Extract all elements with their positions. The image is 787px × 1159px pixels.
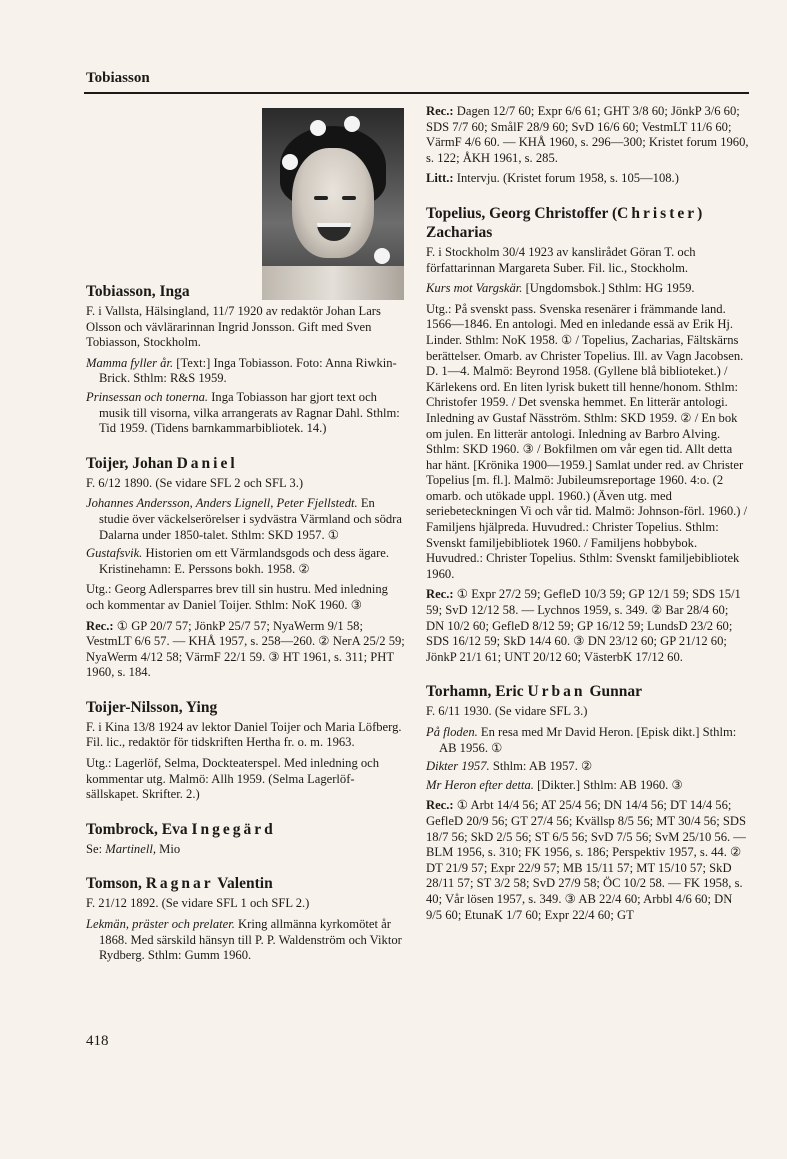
spacer — [86, 437, 406, 454]
work-title: Gustafsvik. — [86, 546, 143, 561]
entry-bio: F. i Kina 13/8 1924 av lektor Daniel Toijer och Maria Löfberg. Fil. lic., redaktör för tidskriften Hertha fr. o. m. 1963. — [86, 719, 402, 750]
work-details: En resa med Mr David Heron. [Episk dikt.] Sthlm: AB 1956. ① — [439, 725, 737, 755]
right-column — [426, 104, 749, 923]
work-details: Kring allmänna kyrkomötet år 1868. Med särskild hänsyn till P. P. Waldenström och Viktor Rydberg. Sthlm: Gumm 1960. — [99, 917, 402, 963]
work-item — [86, 390, 406, 437]
spacer — [86, 857, 406, 874]
spacer — [426, 665, 749, 682]
header-rule — [84, 92, 749, 94]
reviews-continued — [426, 104, 749, 166]
work-details: Historien om ett Värmlandsgods och dess ägare. Kristinehamn: E. Perssons bokh. 1958. ② — [99, 546, 390, 576]
entry-topelius — [426, 204, 749, 665]
entry-heading — [86, 874, 406, 893]
work-title: Lekmän, präster och prelater. — [86, 917, 235, 932]
reviews-label: Rec.: — [426, 798, 454, 813]
page-number: 418 — [86, 1033, 109, 1049]
entry-heading — [86, 820, 406, 839]
entry-bio: F. 6/11 1930. (Se vidare SFL 3.) — [426, 704, 588, 719]
entry-toijer-nilsson — [86, 698, 406, 803]
heading-part: Valentin — [213, 875, 273, 893]
entry-bio: F. 6/12 1890. (Se vidare SFL 2 och SFL 3.) — [86, 475, 304, 490]
entry-tobiasson-inga — [86, 282, 406, 437]
entry-bio: F. i Vallsta, Hälsingland, 11/7 1920 av redaktör Johan Lars Olsson och vävlärarinnan Ingrid Jonsson. Gift med Sven Tobiasson, Stockholm. — [86, 304, 381, 350]
photo-space — [86, 104, 406, 282]
see-label: Se: — [86, 841, 106, 856]
reviews-text: ① Expr 27/2 59; GefleD 10/3 59; GP 12/1 59; SDS 15/1 59; SvD 12/12 58. — Lychnos 1959, s. 349. ② Bar 28/4 60; DN 10/2 60; GefleD 8/12 59; GP 16/12 59; LundsD 23/2 60; SDS 16/12 59; SkD 14/4 60. ③ DN 23/12 60; GP 21/12 60; JönkP 21/1 61; UNT 20/12 60; VästerbK 17/12 60. — [426, 587, 741, 664]
heading-part: Tombrock, Eva — [86, 820, 192, 838]
spacer — [86, 681, 406, 698]
heading-part: Toijer, Johan — [86, 454, 177, 472]
heading-part: Torhamn, Eric — [426, 683, 528, 701]
entry-bio: F. 21/12 1892. (Se vidare SFL 1 och SFL 2.) — [86, 896, 310, 911]
entry-heading — [426, 682, 749, 701]
see-ref: Martinell, — [105, 841, 156, 856]
cross-reference — [86, 842, 406, 858]
literature — [426, 171, 749, 187]
entry-tombrock — [86, 820, 406, 858]
work-item — [86, 546, 406, 577]
reviews-label: Rec.: — [426, 587, 454, 602]
heading-spaced-name: Urban — [527, 683, 586, 701]
work-title: På floden. — [426, 725, 478, 739]
running-title: Tobiasson — [86, 70, 150, 86]
reviews — [426, 798, 749, 923]
work-item — [426, 281, 749, 297]
literature-text: Intervju. (Kristet forum 1958, s. 105—108.) — [453, 171, 679, 186]
work-details: En studie över väckelserörelser i sydvästra Värmland och södra Dalarna under 1850-talet. Sthlm: SKD 1957. ① — [99, 496, 402, 542]
entry-toijer-johan — [86, 454, 406, 681]
reviews-label: Rec.: — [86, 618, 114, 633]
entry-heading — [426, 204, 749, 242]
left-column — [86, 104, 406, 964]
reviews-text: Dagen 12/7 60; Expr 6/6 61; GHT 3/8 60; JönkP 3/6 60; SDS 7/7 60; SmålF 28/9 60; SvD 16/6 60; VestmLT 11/6 60; VärmF 4/6 60. — KHÅ 1960, s. 296—300; Kristet forum 1960, s. 122; ÅKH 1961, s. 285. — [426, 104, 749, 165]
heading-part: Topelius, Georg Christoffer ( — [426, 204, 618, 222]
work-title: Prinsessan och tonerna. — [86, 389, 209, 404]
work-item — [426, 725, 749, 756]
literature-label: Litt.: — [426, 171, 454, 186]
heading-spaced-name: Ragnar — [145, 875, 214, 893]
work-details: [Text:] Inga Tobiasson. Foto: Anna Riwkin-Brick. Sthlm: R&S 1959. — [99, 355, 397, 386]
work-item — [86, 917, 406, 964]
heading-spaced-name: Ingegärd — [191, 820, 276, 838]
entry-torhamn — [426, 682, 749, 923]
work-details: [Dikter.] Sthlm: AB 1960. ③ — [533, 777, 683, 792]
work-item — [86, 356, 406, 387]
work-details: Sthlm: AB 1957. ② — [489, 759, 593, 774]
reviews-text: ① GP 20/7 57; JönkP 25/7 57; NyaWerm 9/1 58; VestmLT 6/6 57. — KHÅ 1957, s. 258—260. ② NerA 25/2 59; NyaWerm 4/12 58; VärmF 22/1 59. ③ HT 1961, s. 311; PHT 1960, s. 184. — [86, 618, 405, 680]
reviews — [426, 587, 749, 665]
spacer — [426, 187, 749, 204]
reviews-label: Rec.: — [426, 104, 454, 118]
edited-works: Utg.: Lagerlöf, Selma, Dockteaterspel. Med inledning och kommentar utg. Malmö: Allh 1959. (Selma Lagerlöf-sällskapet. Skrifter. 2.) — [86, 756, 380, 802]
reviews-text: ① Arbt 14/4 56; AT 25/4 56; DN 14/4 56; DT 14/4 56; GefleD 20/9 56; GT 27/4 56; Kvällsp 8/5 56; MT 30/4 56; SDS 18/7 56; SkD 2/5 56; ST 6/5 56; SvD 7/5 56; SvM 25/10 56. — BLM 1956, s. 310; FK 1956, s. 186; Perspektiv 1957, s. 44. ② DT 21/9 57; Expr 22/9 57; MB 15/11 57; MT 15/10 57; SkD 28/11 57; ST 3/2 58; SvD 27/9 58; ÖC 10/2 58. — FK 1958, s. 40; Vår lösen 1957, s. 349. ③ AB 22/4 60; Arbbl 4/6 60; DN 9/5 60; EtunaK 1/7 60; Expr 22/4 60; GT — [426, 798, 746, 922]
entry-heading: Tobiasson, Inga — [86, 283, 190, 300]
heading-part: ) Zacharias — [426, 204, 703, 241]
see-ref-rest: Mio — [155, 841, 181, 856]
edited-works: Utg.: Georg Adlersparres brev till sin hustru. Med inledning och kommentar av Daniel Toijer. Sthlm: NoK 1960. ③ — [86, 582, 388, 612]
entry-bio: F. i Stockholm 30/4 1923 av kanslirådet Göran T. och författarinnan Margareta Suber. Fil. lic., Stockholm. — [426, 244, 696, 275]
work-title: Mr Heron efter detta. — [426, 777, 534, 792]
work-title: Kurs mot Vargskär. — [426, 281, 523, 296]
edited-works: Utg.: På svenskt pass. Svenska resenärer i främmande land. 1566—1846. En antologi. Med en inledande essä av Erik Hj. Linder. Sthlm: NoK 1958. ① / Topelius, Zacharias, Fältskärns berättelser. Omarb. av Christer Topelius. Ill. av Vagn Jacobsen. D. 1—4. Malmö: Beyrond 1958. (Gyllene blå biblioteket.) / Kärlekens ord. En liten lyrisk bukett till henne/honom. Sthlm: Christofer 1959. / Det svenska hemmet. En litterär antologi. Inledning av Gustaf Näsström. Sthlm: SKD 1959. ② / En bok om julen. En litterär antologi. Inledning av Barbro Alving. Sthlm: SKD 1960. ③ / Bokfilmen om vår egen tid. Allt detta har hänt. [Krönika 1900—1959.] Samlat under red. av Christer Topelius [m. fl.]. Malmö: Jubileumsreportage 1960. 4:o. (2 omarb. och utökade uppl. 1960.) (Även utg. med seriebeteckningen Vi och vår tid. Malmö: Johnson-förl. 1960.) / Familjens hjälpreda. Huvudred.: Christer Topelius. Sthlm: Svenskt familjebibliotek 1960. / Familjens hobbybok. Huvudred.: Christer Topelius. Sthlm: Svenskt familjebibliotek 1960. — [426, 301, 748, 581]
heading-part: Tomson, — [86, 875, 146, 893]
work-item — [426, 778, 749, 794]
work-title: Mamma fyller år. — [86, 355, 174, 370]
work-title: Dikter 1957. — [426, 759, 490, 774]
entry-tomson — [86, 874, 406, 963]
heading-spaced-name: Daniel — [176, 454, 238, 472]
work-details: [Ungdomsbok.] Sthlm: HG 1959. — [522, 281, 695, 296]
reviews — [86, 619, 406, 681]
heading-spaced-name: Christer — [617, 204, 698, 222]
heading-part: Gunnar — [585, 683, 642, 701]
spacer — [86, 803, 406, 820]
work-item — [86, 496, 406, 543]
work-item — [426, 759, 749, 775]
entry-heading — [86, 454, 406, 473]
entry-heading: Toijer-Nilsson, Ying — [86, 698, 218, 716]
work-details: Inga Tobiasson har gjort text och musik till visorna, vilka arrangerats av Ragnar Dahl. Sthlm: Tid 1959. (Tidens barnkammarbibliotek. 14.) — [99, 389, 400, 436]
work-title: Johannes Andersson, Anders Lignell, Peter Fjellstedt. — [86, 496, 358, 511]
